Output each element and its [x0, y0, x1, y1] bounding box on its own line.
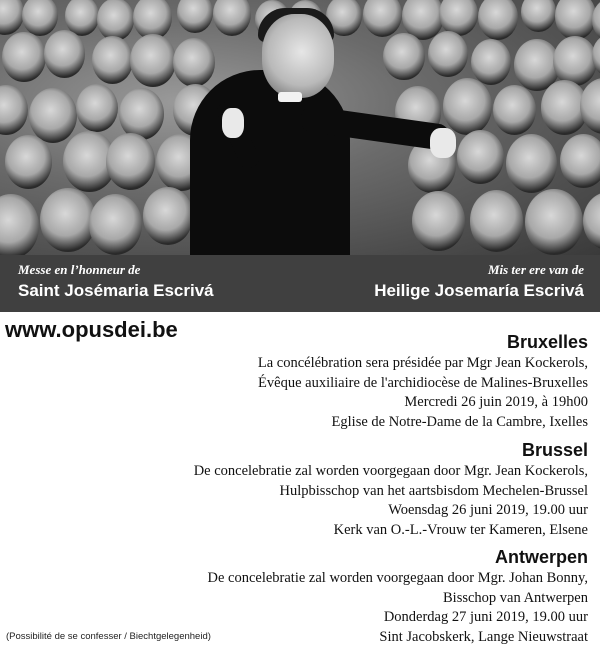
event-bruxelles [258, 331, 588, 432]
crowd-person [173, 38, 215, 86]
crowd-person [471, 39, 511, 85]
crowd-person [457, 130, 504, 184]
crowd-photo [0, 0, 600, 255]
crowd-person [5, 135, 52, 189]
crowd-person [506, 134, 557, 193]
crowd-person [106, 133, 156, 190]
event-venue: Sint Jacobskerk, Lange Nieuwstraat [379, 628, 588, 645]
crowd-person [412, 191, 464, 251]
crowd-person [130, 34, 176, 86]
banner-dutch [374, 262, 584, 302]
crowd-person [22, 0, 58, 36]
priest-figure [190, 70, 350, 255]
event-venue: Eglise de Notre-Dame de la Cambre, Ixelles [331, 413, 588, 430]
event-datetime: Woensdag 26 juni 2019, 19.00 uur [388, 502, 588, 518]
crowd-person [470, 190, 524, 252]
confession-note: (Possibilité de se confesser / Biechtgelegenheid) [6, 631, 211, 642]
banner-dutch-title: Heilige Josemaría Escrivá [374, 281, 584, 300]
banner-french [18, 262, 214, 302]
crowd-person [29, 88, 77, 143]
crowd-person [0, 194, 39, 255]
crowd-person [493, 85, 536, 135]
website-link[interactable]: www.opusdei.be [5, 317, 178, 342]
crowd-person [521, 0, 556, 32]
crowd-person [553, 36, 597, 87]
crowd-person [89, 194, 142, 255]
event-role: Bisschop van Antwerpen [443, 589, 588, 606]
event-presider: De concelebratie zal worden voorgegaan door Mgr. Jean Kockerols, [193, 463, 588, 479]
priest-collar [278, 92, 302, 102]
event-role: Évêque auxiliaire de l'archidiocèse de Malines-Bruxelles [258, 374, 588, 391]
crowd-person [177, 0, 213, 33]
priest-right-hand [430, 128, 456, 158]
crowd-person [478, 0, 518, 40]
crowd-person [580, 78, 600, 134]
crowd-person [443, 78, 492, 135]
event-brussel [194, 439, 588, 540]
crowd-person [428, 31, 468, 77]
crowd-person [560, 134, 600, 188]
title-banner [0, 255, 600, 312]
event-city: Brussel [521, 440, 588, 460]
event-role: Hulpbisschop van het aartsbisdom Mechelen-Brussel [279, 482, 588, 499]
crowd-person [2, 32, 45, 82]
crowd-person [439, 0, 477, 36]
crowd-person [97, 0, 134, 41]
event-antwerpen [207, 546, 588, 647]
crowd-person [555, 0, 596, 40]
crowd-person [0, 85, 28, 135]
priest-head [262, 14, 334, 98]
event-city: Antwerpen [494, 547, 588, 567]
crowd-person [363, 0, 402, 37]
banner-dutch-subtitle: Mis ter ere van de [487, 262, 584, 277]
event-datetime: Mercredi 26 juin 2019, à 19h00 [404, 394, 588, 410]
banner-french-title: Saint Josémaria Escrivá [18, 281, 214, 300]
crowd-person [213, 0, 251, 36]
crowd-person [40, 188, 96, 252]
event-city: Bruxelles [506, 332, 588, 352]
crowd-person [383, 33, 425, 81]
crowd-person [0, 0, 24, 35]
event-presider: La concélébration sera présidée par Mgr Jean Kockerols, [257, 355, 588, 371]
crowd-person [143, 187, 194, 245]
priest-left-hand [222, 108, 244, 138]
event-presider: De concelebratie zal worden voorgegaan door Mgr. Johan Bonny, [207, 570, 588, 586]
crowd-person [44, 30, 86, 78]
event-datetime: Donderdag 27 juni 2019, 19.00 uur [383, 609, 588, 625]
banner-french-subtitle: Messe en l’honneur de [18, 262, 141, 277]
crowd-person [525, 189, 582, 255]
crowd-person [76, 84, 118, 132]
crowd-person [583, 192, 600, 251]
crowd-person [92, 36, 133, 83]
event-venue: Kerk van O.-L.-Vrouw ter Kameren, Elsene [333, 521, 588, 538]
